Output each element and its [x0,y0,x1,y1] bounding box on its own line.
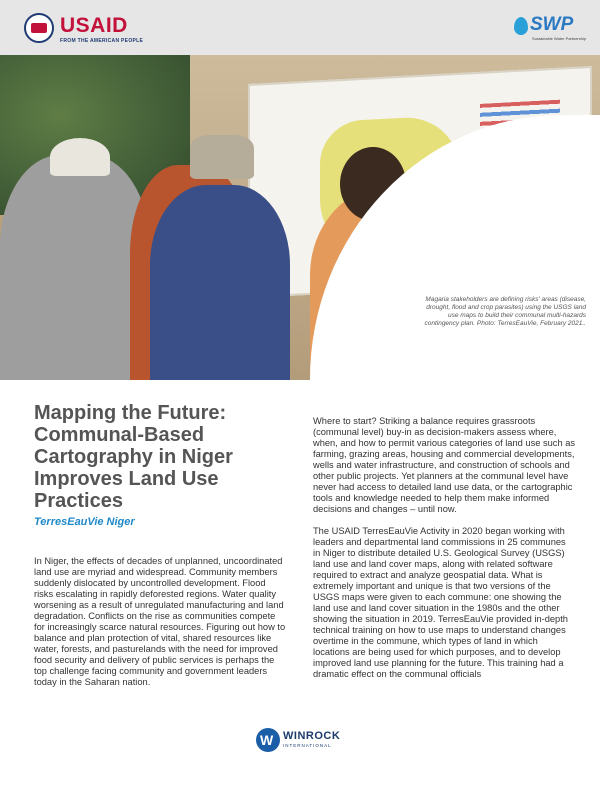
winrock-logo-icon [256,728,280,752]
swp-tagline: Sustainable Water Partnership [532,36,587,41]
usaid-logo: USAID [60,14,128,37]
usaid-seal-logo [24,13,54,43]
right-paragraph-2: The USAID TerresEauVie Activity in 2020 began working with leaders and departmental land commissions in 25 communes in Niger to distribute detailed U.S. Geological Survey (USGS) land use and land cover maps, along with related software required to extract and analyze geospatial data. What is extremely important and unique is that two versions of the USGS maps were given to each commune: one showing the land use and land cover situation in the 1980s and the other showing the situation in 2019. TerresEauVie provided in-depth technical training on how to use maps to understand changes overtime in the commune, which types of land in which locations are being used for which purposes, and to develop improved land use planning for the future. This training had a dramatic effect on the communal officials [313,526,568,679]
article-title: Mapping the Future: Communal-Based Cartography in Niger Improves Land Use Practices [34,402,233,512]
winrock-logo: WINROCK [283,730,341,742]
swp-logo: SWP [530,14,574,35]
photo-caption: Magaria stakeholders are defining risks' areas (disease, drought, flood and crop parasites) using the USGS land use maps to build their communal multi-hazards contingency plan. Photo: TerresEauVie, February 2021.. [424,296,586,327]
winrock-logo-sub: INTERNATIONAL [283,743,332,748]
page-header [0,0,600,55]
water-drop-icon [514,17,528,35]
usaid-tagline: FROM THE AMERICAN PEOPLE [60,38,144,44]
article-subtitle: TerresEauVie Niger [34,516,135,528]
right-column [313,416,575,691]
right-paragraph-1: Where to start? Striking a balance requires grassroots (communal level) buy-in as decision-makers assess where, when, and how to permit various categories of land use such as farming, grazing areas, housing and commercial developments, wells and water infrastructure, and construction of schools and other public projects. Yet planners at the communal level have never had access to detailed land use data, or the cartographic tools and knowledge needed to help them make informed decisions and changes – until now. [313,416,576,514]
stakeholders-map-photo [0,55,600,380]
left-column-paragraph: In Niger, the effects of decades of unplanned, uncoordinated land use are myriad and widespread. Community members suddenly dislocated by uncontrolled development. Flood risks escalating in rapidly deforested regions. Water quality worsening as a result of unregulated manufacturing and land degradation. Conflicts on the rise as communities compete for increasingly scarce natural resources. Figuring out how to balance and plan protection of vital, shared resources like water, forests, and pasturelands with the need for improved food security and delivery of public services is perhaps the top challenge facing community and government leaders today in the Saharan nation. [34,556,286,687]
